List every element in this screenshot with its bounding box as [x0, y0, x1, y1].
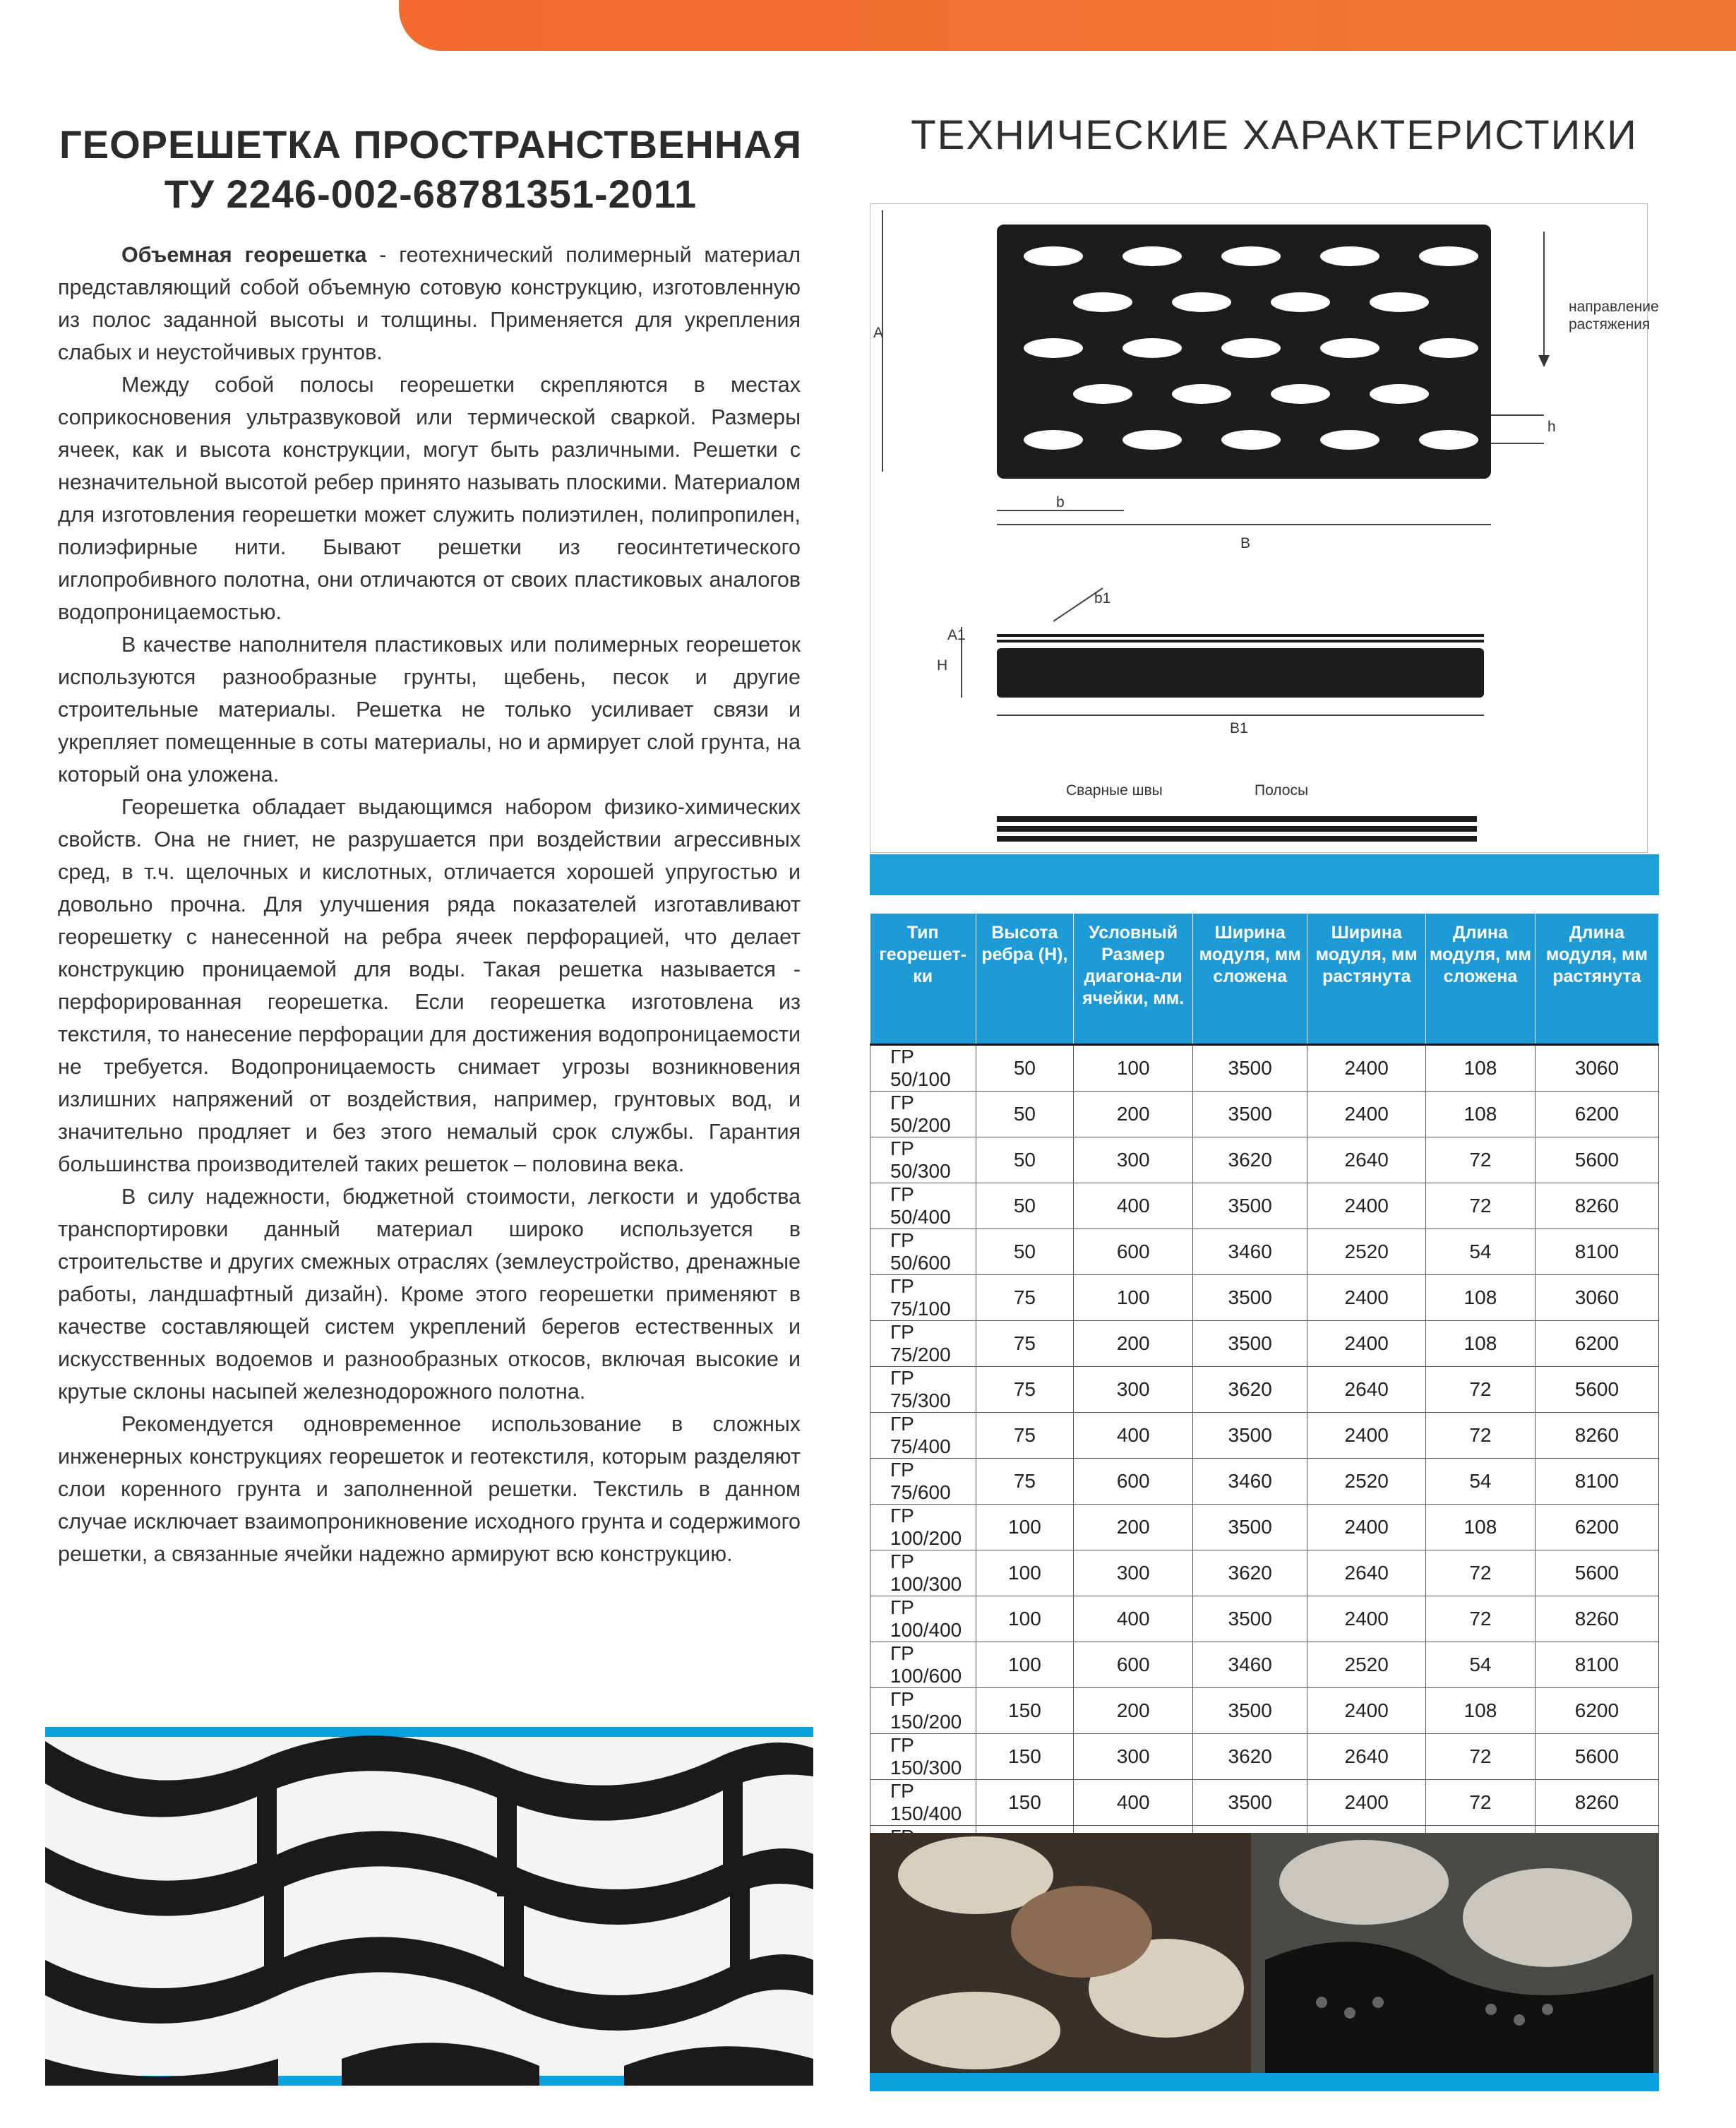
table-cell: 400: [1074, 1596, 1193, 1642]
table-cell: 100: [976, 1505, 1074, 1550]
col-diagonal: Условный Размер диагона-ли ячейки, мм.: [1074, 914, 1193, 1045]
table-cell: ГР 50/300: [870, 1137, 976, 1183]
table-cell: 50: [976, 1092, 1074, 1137]
table-cell: 2400: [1307, 1092, 1426, 1137]
table-cell: 54: [1426, 1229, 1536, 1275]
table-cell: 150: [976, 1734, 1074, 1780]
table-row: [870, 1459, 1659, 1505]
table-cell: 2640: [1307, 1137, 1426, 1183]
table-cell: 50: [976, 1137, 1074, 1183]
table-cell: 108: [1426, 1505, 1536, 1550]
table-row: [870, 1045, 1659, 1092]
table-cell: ГР 100/600: [870, 1642, 976, 1688]
paragraph-1-text: - геотехнический полимерный материал представляющий собой объемную сотовую конструкцию, изготовленную из полос заданной высоты и толщины. Применяется для укрепления слабых и неустойчивых грунтов.: [58, 243, 801, 364]
table-row: [870, 1092, 1659, 1137]
table-cell: 300: [1074, 1137, 1193, 1183]
table-row: [870, 1367, 1659, 1413]
table-cell: 8260: [1535, 1780, 1658, 1826]
table-cell: 8100: [1535, 1229, 1658, 1275]
col-type: Тип георешет-ки: [870, 914, 976, 1045]
table-cell: ГР 75/600: [870, 1459, 976, 1505]
table-cell: ГР 100/200: [870, 1505, 976, 1550]
table-cell: 8260: [1535, 1183, 1658, 1229]
table-cell: 108: [1426, 1321, 1536, 1367]
paragraph-1-bold: Объемная георешетка: [121, 243, 367, 267]
table-cell: ГР 150/400: [870, 1780, 976, 1826]
table-row: [870, 1229, 1659, 1275]
table-cell: 400: [1074, 1183, 1193, 1229]
table-row: [870, 1780, 1659, 1826]
table-cell: 2400: [1307, 1413, 1426, 1459]
table-cell: 3500: [1193, 1505, 1307, 1550]
dim-label-a: A: [873, 325, 884, 341]
table-cell: 2400: [1307, 1275, 1426, 1321]
table-cell: 6200: [1535, 1321, 1658, 1367]
title-line-2: ТУ 2246-002-68781351-2011: [164, 172, 698, 216]
dim-label-a1: A1: [947, 627, 966, 643]
top-orange-banner: [399, 0, 1736, 51]
table-cell: ГР 150/200: [870, 1688, 976, 1734]
table-cell: ГР 50/100: [870, 1045, 976, 1092]
table-row: [870, 1734, 1659, 1780]
page-title: [42, 120, 819, 219]
table-cell: 5600: [1535, 1550, 1658, 1596]
table-cell: 75: [976, 1321, 1074, 1367]
table-cell: 72: [1426, 1596, 1536, 1642]
dim-label-b: b: [1056, 494, 1065, 510]
table-cell: ГР 75/200: [870, 1321, 976, 1367]
table-cell: 72: [1426, 1413, 1536, 1459]
table-cell: 3620: [1193, 1550, 1307, 1596]
diagram-footer-band: [870, 854, 1659, 895]
col-width-folded: Ширина модуля, мм сложена: [1193, 914, 1307, 1045]
table-cell: 6200: [1535, 1688, 1658, 1734]
geogrid-cells-image: [45, 1727, 813, 2086]
table-cell: 72: [1426, 1367, 1536, 1413]
table-cell: 2400: [1307, 1688, 1426, 1734]
table-cell: 3500: [1193, 1413, 1307, 1459]
table-cell: 300: [1074, 1734, 1193, 1780]
table-cell: 75: [976, 1275, 1074, 1321]
table-cell: 3500: [1193, 1045, 1307, 1092]
table-cell: 108: [1426, 1275, 1536, 1321]
table-cell: ГР 75/300: [870, 1367, 976, 1413]
table-cell: 2400: [1307, 1321, 1426, 1367]
table-cell: 3620: [1193, 1137, 1307, 1183]
table-cell: 75: [976, 1459, 1074, 1505]
title-line-1: ГЕОРЕШЕТКА ПРОСТРАНСТВЕННАЯ: [59, 122, 802, 167]
table-cell: 600: [1074, 1459, 1193, 1505]
table-cell: 8100: [1535, 1642, 1658, 1688]
table-cell: 100: [976, 1642, 1074, 1688]
col-width-stretched: Ширина модуля, мм растянута: [1307, 914, 1426, 1045]
strips-label: Полосы: [1255, 782, 1309, 799]
table-cell: 8260: [1535, 1413, 1658, 1459]
table-cell: 72: [1426, 1780, 1536, 1826]
table-cell: 3460: [1193, 1642, 1307, 1688]
table-cell: 2400: [1307, 1505, 1426, 1550]
table-cell: 2400: [1307, 1780, 1426, 1826]
table-cell: 50: [976, 1229, 1074, 1275]
table-cell: 3500: [1193, 1321, 1307, 1367]
table-cell: ГР 75/100: [870, 1275, 976, 1321]
table-row: [870, 1596, 1659, 1642]
table-cell: 54: [1426, 1459, 1536, 1505]
table-cell: 2520: [1307, 1642, 1426, 1688]
table-cell: 108: [1426, 1045, 1536, 1092]
table-cell: 3620: [1193, 1367, 1307, 1413]
table-cell: 2520: [1307, 1229, 1426, 1275]
geogrid-diagram: [870, 203, 1659, 888]
table-cell: 600: [1074, 1642, 1193, 1688]
col-height: Высота ребра (Н),: [976, 914, 1074, 1045]
table-cell: 72: [1426, 1734, 1536, 1780]
table-cell: 200: [1074, 1505, 1193, 1550]
table-cell: 75: [976, 1413, 1074, 1459]
table-cell: 3500: [1193, 1092, 1307, 1137]
col-length-stretched: Длина модуля, мм растянута: [1535, 914, 1658, 1045]
direction-label-1: направление: [1569, 299, 1659, 315]
table-cell: 100: [1074, 1275, 1193, 1321]
dim-label-h: h: [1548, 419, 1556, 435]
table-cell: 300: [1074, 1367, 1193, 1413]
table-cell: 2640: [1307, 1734, 1426, 1780]
dim-label-h-big: H: [937, 657, 948, 674]
filled-geogrid-photo: [870, 1833, 1659, 2091]
table-cell: 108: [1426, 1688, 1536, 1734]
table-cell: 400: [1074, 1780, 1193, 1826]
paragraph-5: В силу надежности, бюджетной стоимости, легкости и удобства транспортировки данный материал широко используется в строительстве и других смежных отраслях (землеустройство, дренажные работы, ландшафтный дизайн). Кроме этого георешетки применяют в качестве составляющей систем укреплений берегов естественных и искусственных водоемов и разнообразных откосов, включая высокие и крутые склоны насыпей железнодорожного полотна.: [58, 1185, 801, 1404]
table-cell: 72: [1426, 1137, 1536, 1183]
table-cell: 2400: [1307, 1596, 1426, 1642]
direction-label-2: растяжения: [1569, 316, 1651, 333]
dim-label-b1-big: B1: [1230, 720, 1248, 736]
table-cell: 72: [1426, 1183, 1536, 1229]
table-row: [870, 1321, 1659, 1367]
table-cell: 3500: [1193, 1596, 1307, 1642]
table-cell: 2640: [1307, 1550, 1426, 1596]
dim-label-big-b: B: [1240, 535, 1251, 551]
table-cell: 50: [976, 1045, 1074, 1092]
section-title: ТЕХНИЧЕСКИЕ ХАРАКТЕРИСТИКИ: [911, 112, 1638, 158]
table-cell: ГР 50/600: [870, 1229, 976, 1275]
table-cell: 600: [1074, 1229, 1193, 1275]
table-cell: 100: [1074, 1045, 1193, 1092]
table-row: [870, 1505, 1659, 1550]
geogrid-photo: [45, 1727, 813, 2086]
table-cell: 3060: [1535, 1275, 1658, 1321]
table-cell: ГР 100/300: [870, 1550, 976, 1596]
table-header-row: [870, 914, 1659, 1045]
table-cell: 300: [1074, 1550, 1193, 1596]
table-row: [870, 1183, 1659, 1229]
table-cell: 5600: [1535, 1367, 1658, 1413]
paragraph-1: [58, 239, 801, 369]
table-cell: 100: [976, 1550, 1074, 1596]
table-cell: 3460: [1193, 1459, 1307, 1505]
paragraph-2: Между собой полосы георешетки скрепляются в местах соприкосновения ультразвуковой или термической сваркой. Размеры ячеек, как и высота конструкции, могут быть различными. Решетки с незначительной высотой ребер принято называть плоскими. Материалом для изготовления георешетки может служить полиэтилен, полипропилен, полиэфирные нити. Бывают решетки из геосинтетического иглопробивного полотна, они отличаются от своих пластиковых аналогов водопроницаемостью.: [58, 373, 801, 624]
table-cell: 50: [976, 1183, 1074, 1229]
table-cell: ГР 75/400: [870, 1413, 976, 1459]
table-cell: 8100: [1535, 1459, 1658, 1505]
table-cell: 200: [1074, 1688, 1193, 1734]
table-cell: 2400: [1307, 1183, 1426, 1229]
table-cell: 3060: [1535, 1045, 1658, 1092]
table-row: [870, 1550, 1659, 1596]
paragraph-3: В качестве наполнителя пластиковых или полимерных георешеток используются разнообразные грунты, щебень, песок и другие строительные материалы. Решетка не только усиливает связи и укрепляет помещенные в соты материалы, но и армирует слой грунта, на который она уложена.: [58, 633, 801, 787]
table-cell: 3500: [1193, 1780, 1307, 1826]
table-cell: 3620: [1193, 1734, 1307, 1780]
table-cell: 8260: [1535, 1596, 1658, 1642]
dim-label-b1: b1: [1094, 590, 1111, 606]
table-cell: 6200: [1535, 1505, 1658, 1550]
table-cell: 75: [976, 1367, 1074, 1413]
table-cell: ГР 100/400: [870, 1596, 976, 1642]
description-text: [58, 239, 801, 1570]
table-cell: 2640: [1307, 1367, 1426, 1413]
welds-label: Сварные швы: [1066, 782, 1163, 799]
table-cell: 3500: [1193, 1688, 1307, 1734]
table-cell: 100: [976, 1596, 1074, 1642]
table-cell: ГР 50/400: [870, 1183, 976, 1229]
table-cell: ГР 150/300: [870, 1734, 976, 1780]
filled-cells-image: [870, 1833, 1659, 2091]
table-row: [870, 1137, 1659, 1183]
table-cell: 2520: [1307, 1459, 1426, 1505]
table-cell: 400: [1074, 1413, 1193, 1459]
table-cell: 3500: [1193, 1183, 1307, 1229]
table-cell: 200: [1074, 1092, 1193, 1137]
table-row: [870, 1642, 1659, 1688]
table-cell: 2400: [1307, 1045, 1426, 1092]
table-cell: 5600: [1535, 1734, 1658, 1780]
table-cell: 54: [1426, 1642, 1536, 1688]
table-cell: 3500: [1193, 1275, 1307, 1321]
table-cell: 3460: [1193, 1229, 1307, 1275]
table-row: [870, 1413, 1659, 1459]
table-cell: 5600: [1535, 1137, 1658, 1183]
table-cell: ГР 50/200: [870, 1092, 976, 1137]
paragraph-4: Георешетка обладает выдающимся набором физико-химических свойств. Она не гниет, не разрушается при воздействии агрессивных сред, в т.ч. щелочных и кислотных, отличается хорошей упругостью и довольно прочна. Для улучшения ряда показателей изготавливают георешетку с нанесенной на ребра ячеек перфорацией, что делает конструкцию проницаемой для воды. Такая решетка называется - перфорированная георешетка. Если георешетка изготовлена из текстиля, то нанесение перфорации для достижения водопроницаемости не требуется. Водопроницаемость снимает угрозы возникновения излишних напряжений от воздействия, например, грунтовых вод, и значительно продляет и без этого немалый срок службы. Гарантия большинства производителей таких решеток – половина века.: [58, 795, 801, 1176]
paragraph-6: Рекомендуется одновременное использование в сложных инженерных конструкциях георешеток и геотекстиля, которым разделяют слои коренного грунта и заполненной решетки. Текстиль в данном случае исключает взаимопроникновение исходного грунта и содержимого решетки, а связанные ячейки надежно армируют всю конструкцию.: [58, 1412, 801, 1566]
table-row: [870, 1688, 1659, 1734]
col-length-folded: Длина модуля, мм сложена: [1426, 914, 1536, 1045]
table-cell: 108: [1426, 1092, 1536, 1137]
table-cell: 72: [1426, 1550, 1536, 1596]
diagram-drawing: [870, 203, 1651, 853]
table-cell: 150: [976, 1688, 1074, 1734]
table-row: [870, 1275, 1659, 1321]
table-cell: 6200: [1535, 1092, 1658, 1137]
table-cell: 200: [1074, 1321, 1193, 1367]
table-cell: 150: [976, 1780, 1074, 1826]
